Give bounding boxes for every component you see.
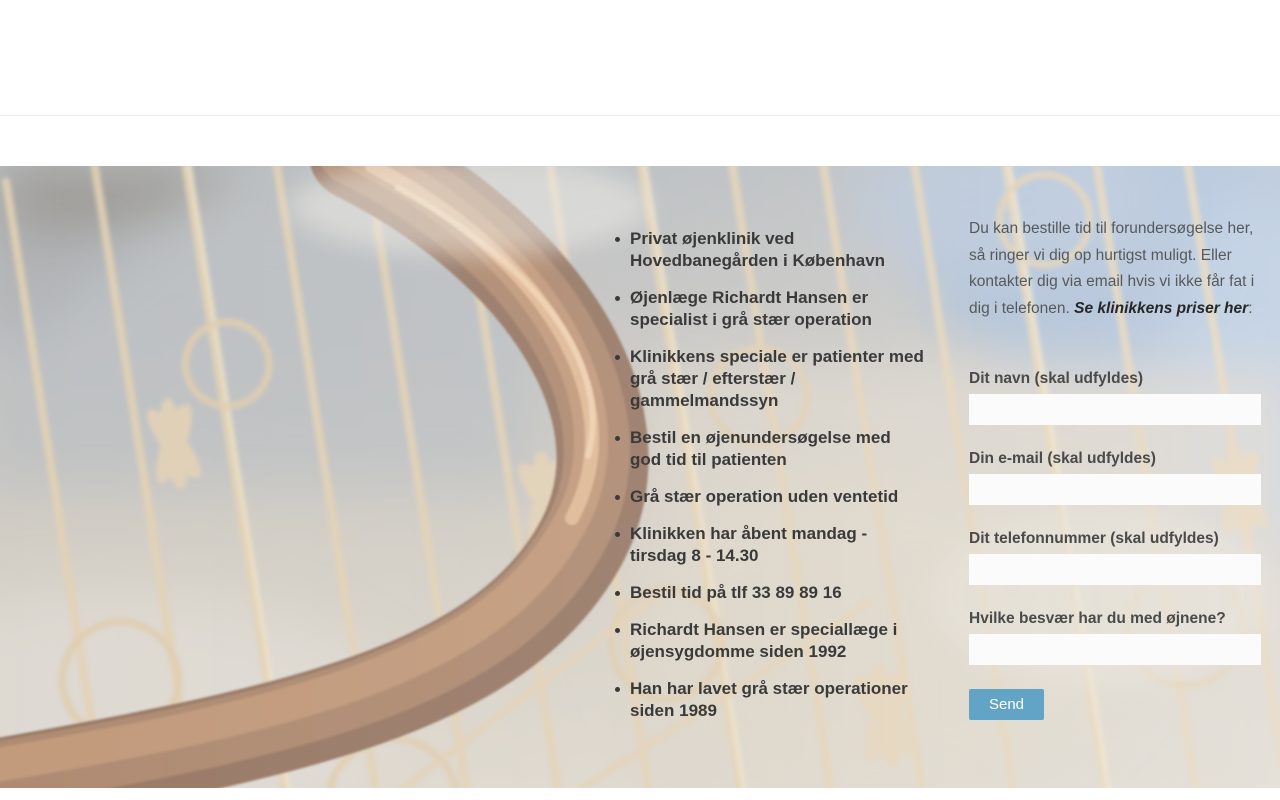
- eye-trouble-label: Hvilke besvær har du med øjnene?: [969, 610, 1226, 627]
- bullet-marker: [615, 237, 620, 242]
- list-item-text: Bestil tid på tlf 33 89 89 16: [630, 583, 842, 602]
- list-item: [612, 427, 924, 471]
- bullet-marker: [615, 296, 620, 301]
- send-button[interactable]: Send: [969, 689, 1044, 720]
- site-header: [0, 0, 1280, 116]
- clinic-bullet-list: [612, 228, 924, 737]
- list-item: [612, 287, 924, 331]
- list-item: [612, 486, 924, 508]
- eye-trouble-input[interactable]: [969, 634, 1261, 665]
- list-item-text: Richardt Hansen er speciallæge i øjensygdomme siden 1992: [630, 620, 898, 661]
- list-item: [612, 582, 924, 604]
- name-input[interactable]: [969, 394, 1261, 425]
- intro-suffix: :: [1248, 299, 1253, 317]
- email-label: Din e-mail (skal udfyldes): [969, 450, 1156, 467]
- phone-input[interactable]: [969, 554, 1261, 585]
- hero-content: [0, 166, 1280, 788]
- email-input[interactable]: [969, 474, 1261, 505]
- list-item: [612, 678, 924, 722]
- list-item: [612, 523, 924, 567]
- list-item-text: Privat øjenklinik ved Hovedbanegården i København: [630, 229, 886, 270]
- list-item: [612, 228, 924, 272]
- contact-form: [969, 371, 1261, 720]
- prices-link[interactable]: Se klinikkens priser her: [1074, 299, 1249, 317]
- intro-text: Du kan bestille tid til forundersøgelse her, så ringer vi dig op hurtigst muligt. Eller kontakter dig via email hvis vi ikke får fat i dig i telefonen.: [969, 220, 1255, 317]
- intro-paragraph: [969, 216, 1261, 322]
- bullet-marker: [615, 532, 620, 537]
- navbar: [0, 117, 1280, 166]
- footer-strip: [0, 788, 1280, 800]
- email-field-group: [969, 451, 1261, 505]
- bullet-marker: [615, 591, 620, 596]
- list-item-text: Øjenlæge Richardt Hansen er specialist i grå stær operation: [630, 288, 872, 329]
- hero-section: [0, 166, 1280, 788]
- list-item-text: Grå stær operation uden ventetid: [630, 487, 899, 506]
- booking-column: [969, 166, 1261, 788]
- bullet-marker: [615, 355, 620, 360]
- list-item-text: Han har lavet grå stær operationer siden 1989: [630, 679, 908, 720]
- bullet-marker: [615, 687, 620, 692]
- list-item-text: Klinikkens speciale er patienter med grå stær / efterstær / gammelmandssyn: [630, 347, 924, 410]
- bullet-marker: [615, 628, 620, 633]
- name-label: Dit navn (skal udfyldes): [969, 370, 1143, 387]
- list-item-text: Klinikken har åbent mandag - tirsdag 8 - 14.30: [630, 524, 868, 565]
- eye-trouble-field-group: [969, 611, 1261, 665]
- bullet-marker: [615, 436, 620, 441]
- name-field-group: [969, 371, 1261, 425]
- phone-label: Dit telefonnummer (skal udfyldes): [969, 530, 1219, 547]
- phone-field-group: [969, 531, 1261, 585]
- bullet-marker: [615, 495, 620, 500]
- list-item: [612, 619, 924, 663]
- list-item: [612, 346, 924, 412]
- list-item-text: Bestil en øjenundersøgelse med god tid til patienten: [630, 428, 891, 469]
